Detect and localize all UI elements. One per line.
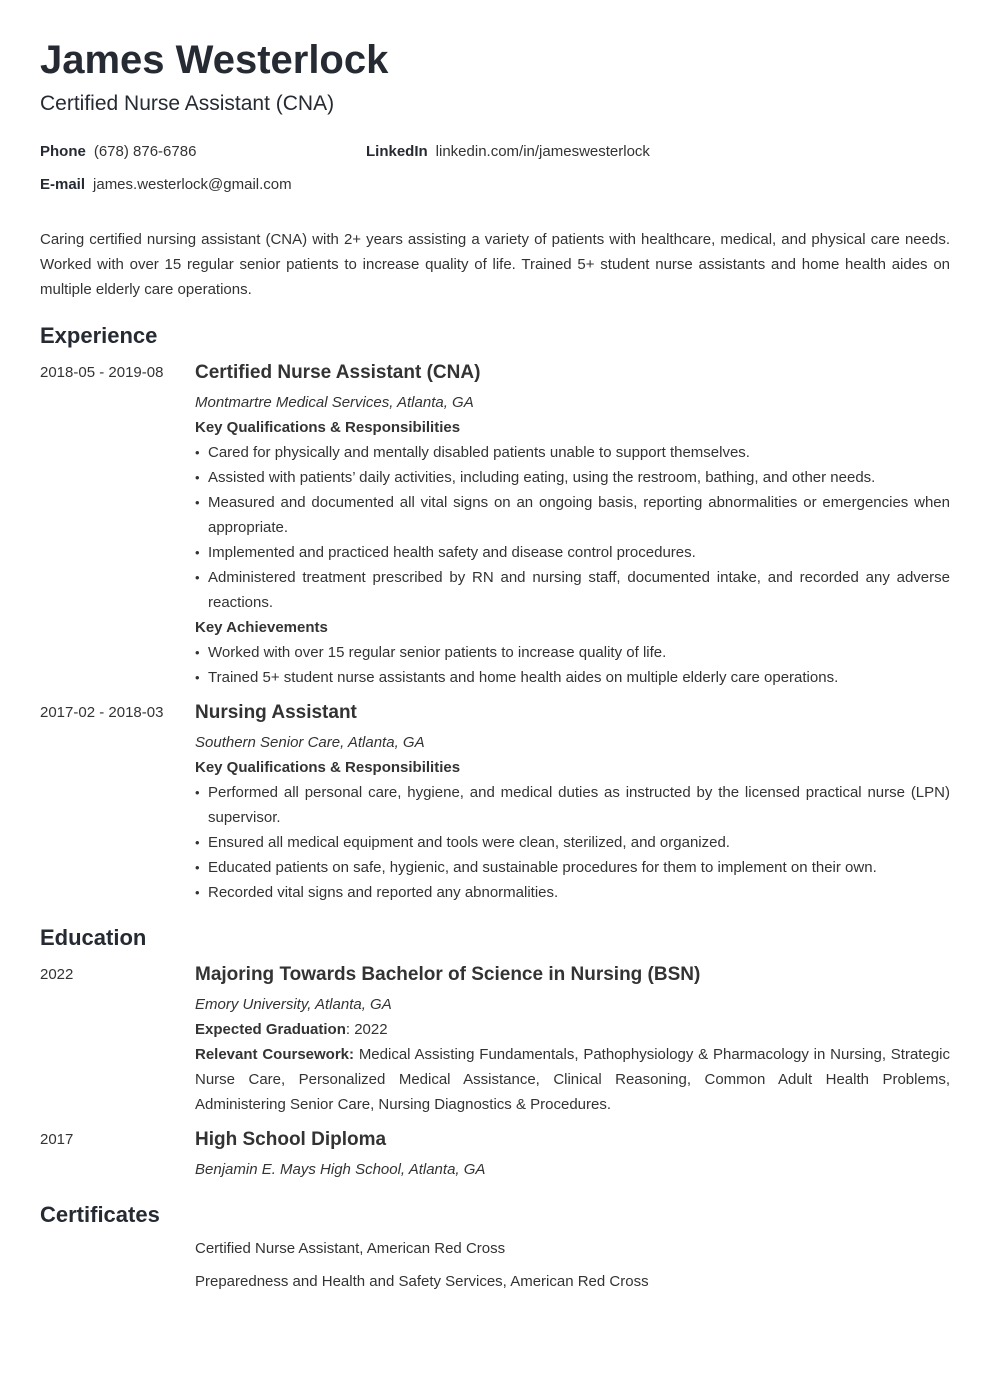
list-item: • Worked with over 15 regular senior patients to increase quality of life. xyxy=(195,640,950,665)
section-title-certificates: Certificates xyxy=(40,1202,160,1227)
relevant-coursework xyxy=(195,1042,950,1117)
list-item: • Performed all personal care, hygiene, and medical duties as instructed by the licensed practical nurse (LPN) supervisor. xyxy=(195,780,950,830)
list-item: • Measured and documented all vital signs on an ongoing basis, reporting abnormalities or emergencies when appropriate. xyxy=(195,490,950,540)
degree-title: High School Diploma xyxy=(195,1129,387,1150)
school-name: Benjamin E. Mays High School, Atlanta, GA xyxy=(195,1161,486,1178)
list-item: • Recorded vital signs and reported any abnormalities. xyxy=(195,880,950,905)
list-item: • Trained 5+ student nurse assistants and home health aides on multiple elderly care operations. xyxy=(195,665,950,690)
list-item: • Ensured all medical equipment and tools were clean, sterilized, and organized. xyxy=(195,830,950,855)
list-item: • Assisted with patients’ daily activities, including eating, using the restroom, bathing, and other needs. xyxy=(195,465,950,490)
job-title: Certified Nurse Assistant (CNA) xyxy=(195,362,481,383)
contact-phone xyxy=(40,142,196,162)
school-name: Emory University, Atlanta, GA xyxy=(195,996,392,1013)
list-item: • Administered treatment prescribed by RN and nursing staff, documented intake, and recorded any adverse reactions. xyxy=(195,565,950,615)
email-value[interactable]: james.westerlock@gmail.com xyxy=(93,176,292,193)
achievements-heading: Key Achievements xyxy=(195,619,328,636)
phone-value: (678) 876-6786 xyxy=(93,143,197,160)
list-item: • Implemented and practiced health safety and disease control procedures. xyxy=(195,540,950,565)
responsibilities-heading: Key Qualifications & Responsibilities xyxy=(195,759,461,776)
entry-dates: 2018-05 - 2019-08 xyxy=(40,364,164,381)
contact-linkedin xyxy=(366,142,650,162)
responsibilities-heading: Key Qualifications & Responsibilities xyxy=(195,419,461,436)
job-employer: Southern Senior Care, Atlanta, GA xyxy=(195,734,425,751)
list-item: • Cared for physically and mentally disabled patients unable to support themselves. xyxy=(195,440,950,465)
entry-body xyxy=(195,963,950,1117)
achievements-list xyxy=(195,640,950,690)
section-title-education: Education xyxy=(40,925,147,950)
phone-label: Phone xyxy=(40,143,86,160)
contact-email xyxy=(40,175,292,195)
degree-title: Majoring Towards Bachelor of Science in Nursing (BSN) xyxy=(195,964,701,985)
responsibilities-list xyxy=(195,780,950,905)
expected-graduation-label: Expected Graduation xyxy=(195,1021,346,1038)
candidate-headline: Certified Nurse Assistant (CNA) xyxy=(40,92,335,115)
profile-summary: Caring certified nursing assistant (CNA) with 2+ years assisting a variety of patients with healthcare, medical, and physical care needs. Worked with over 15 regular senior patients to increase quality of life. Trained 5+ student nurse assistants and home health aides on multiple elderly care operations. xyxy=(40,231,950,298)
list-item: • Educated patients on safe, hygienic, and sustainable procedures for them to implement on their own. xyxy=(195,855,950,880)
entry-year: 2022 xyxy=(40,966,74,983)
certificate-item: Certified Nurse Assistant, American Red Cross xyxy=(195,1240,506,1257)
entry-body xyxy=(195,701,950,905)
linkedin-value[interactable]: linkedin.com/in/jameswesterlock xyxy=(435,143,650,160)
candidate-name: James Westerlock xyxy=(40,38,389,82)
expected-graduation xyxy=(195,1017,950,1042)
job-employer: Montmartre Medical Services, Atlanta, GA xyxy=(195,394,474,411)
responsibilities-list xyxy=(195,440,950,615)
job-title: Nursing Assistant xyxy=(195,702,357,723)
entry-body xyxy=(195,1128,950,1182)
section-title-experience: Experience xyxy=(40,323,158,348)
email-label: E-mail xyxy=(40,176,86,193)
entry-year: 2017 xyxy=(40,1131,74,1148)
entry-body xyxy=(195,361,950,690)
coursework-label: Relevant Coursework: xyxy=(195,1046,355,1063)
certificate-item: Preparedness and Health and Safety Services, American Red Cross xyxy=(195,1273,649,1290)
coursework-value: Medical Assisting Fundamentals, Pathophysiology & Pharmacology in Nursing, Strategic Nurse Care, Personalized Medical Assistance, Clinical Reasoning, Common Adult Health Problems, Administering Senior Care, Nursing Diagnostics & Procedures. xyxy=(195,1046,950,1113)
linkedin-label: LinkedIn xyxy=(366,143,428,160)
entry-dates: 2017-02 - 2018-03 xyxy=(40,704,164,721)
expected-graduation-value: : 2022 xyxy=(345,1021,388,1038)
